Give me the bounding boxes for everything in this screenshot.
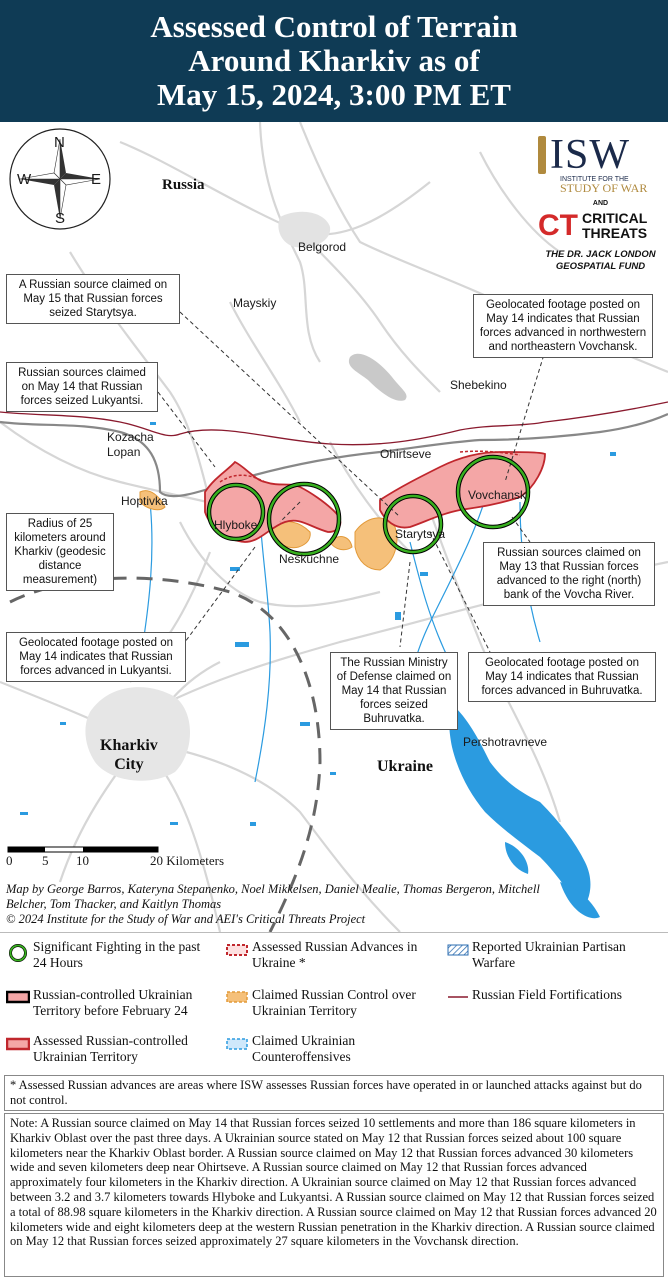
- map-title-banner: [0, 0, 668, 122]
- ct-word1: CRITICAL: [582, 210, 648, 226]
- legend-partisan: Reported Ukrainian Partisan Warfare: [472, 939, 626, 970]
- scale-10: 10: [76, 853, 89, 868]
- label-mayskiy: Mayskiy: [233, 296, 277, 310]
- credits-line3: © 2024 Institute for the Study of War and AEI's Critical Threats Project: [6, 912, 366, 926]
- compass-w: W: [17, 171, 32, 188]
- legend-claimed-russian: Claimed Russian Control over Ukrainian Territory: [252, 987, 416, 1018]
- label-vovchansk: Vovchansk: [468, 488, 527, 502]
- label-shebekino: Shebekino: [450, 378, 507, 392]
- legend-swatch-fighting: [8, 943, 28, 963]
- legend-assessed-advances: Assessed Russian Advances in Ukraine *: [252, 939, 418, 970]
- callout-vovcha-river: Russian sources claimed on May 13 that Russian forces advanced to the right (north) bank of the Vovcha River.: [483, 542, 655, 606]
- isw-wordmark: ISW: [550, 132, 630, 178]
- label-belgorod: Belgorod: [298, 240, 347, 254]
- legend-field-fortifications: Russian Field Fortifications: [472, 987, 622, 1002]
- legend-footnote: * Assessed Russian advances are areas where ISW assesses Russian forces have operated in or launched attacks against but do not control.: [4, 1075, 664, 1111]
- callout-vovchansk-geo: Geolocated footage posted on May 14 indicates that Russian forces advanced in northwestern and northeastern Vovchansk.: [473, 294, 653, 358]
- compass-n: N: [54, 134, 65, 151]
- legend-swatch-assessed-russian: [6, 1037, 30, 1051]
- legend-swatch-claimed-russian: [226, 990, 248, 1004]
- map-legend: [0, 932, 668, 1074]
- legend-swatch-partisan: [447, 943, 469, 957]
- legend-swatch-fortifications: [447, 993, 469, 1001]
- belgorod-reservoir: [349, 354, 407, 401]
- legend-swatch-assessed-advances: [226, 943, 248, 957]
- isw-sub2: STUDY OF WAR: [560, 181, 648, 195]
- legend-swatch-russian-before-feb24: [6, 990, 30, 1004]
- label-starytsya: Starytsya: [395, 527, 446, 541]
- label-russia: Russia: [162, 177, 205, 193]
- fund-line1: THE DR. JACK LONDON: [545, 249, 656, 260]
- label-pershotravneve: Pershotravneve: [463, 735, 548, 749]
- label-ukraine: Ukraine: [377, 758, 433, 775]
- isw-column-icon: [538, 136, 546, 174]
- legend-assessed-russian: Assessed Russian-controlled Ukrainian Territory: [33, 1033, 188, 1064]
- label-kozacha-lopan: Kozacha Lopan: [107, 430, 154, 459]
- legend-sig-fighting: Significant Fighting in the past 24 Hours: [33, 939, 201, 970]
- label-hlyboke: Hlyboke: [214, 518, 258, 532]
- scale-20-km: 20 Kilometers: [150, 853, 225, 868]
- compass-e: E: [91, 171, 102, 188]
- scale-5: 5: [42, 853, 49, 868]
- map-area: [0, 122, 668, 932]
- isw-sub1: INSTITUTE FOR THE: [560, 176, 629, 183]
- legend-russian-before-feb24: Russian-controlled Ukrainian Territory before February 24: [33, 987, 193, 1018]
- scale-bar: [8, 847, 158, 852]
- logo-and: AND: [592, 200, 609, 207]
- ct-word2: THREATS: [582, 225, 648, 241]
- label-neskuchne: Neskuchne: [279, 552, 340, 566]
- label-hoptivka: Hoptivka: [121, 494, 168, 508]
- credits-line2: Belcher, Tom Thacker, and Kaitlyn Thomas: [6, 897, 222, 911]
- map-credits: [6, 882, 646, 927]
- label-ohirtseve: Ohirtseve: [380, 447, 432, 461]
- scale-0: 0: [6, 853, 13, 868]
- legend-swatch-claimed-ukrainian: [226, 1037, 248, 1051]
- callout-lukyantsi-geo: Geolocated footage posted on May 14 indicates that Russian forces advanced in Lukyantsi.: [6, 632, 186, 682]
- ct-mark: CT: [538, 209, 578, 242]
- callout-radius: Radius of 25 kilometers around Kharkiv (geodesic distance measurement): [6, 513, 114, 591]
- label-kharkiv-city: Kharkiv City: [100, 737, 158, 773]
- fund-line2: GEOSPATIAL FUND: [555, 261, 646, 272]
- callout-buhruvatka-geo: Geolocated footage posted on May 14 indicates that Russian forces advanced in Buhruvatka.: [468, 652, 656, 702]
- credits-line1: Map by George Barros, Kateryna Stepanenko, Noel Mikkelsen, Daniel Mealie, Thomas Bergeron, Mitchell: [6, 882, 540, 896]
- title-line-3: May 15, 2024, 3:00 PM ET: [157, 77, 511, 112]
- callout-mod-buhruvatka: The Russian Ministry of Defense claimed on May 14 that Russian forces seized Buhruvatka.: [330, 652, 458, 730]
- callout-lukyantsi-claim: Russian sources claimed on May 14 that Russian forces seized Lukyantsi.: [6, 362, 158, 412]
- isw-logo: [538, 134, 663, 273]
- title-line-1: Assessed Control of Terrain: [150, 9, 518, 44]
- legend-claimed-ukrainian: Claimed Ukrainian Counteroffensives: [252, 1033, 356, 1064]
- callout-starytsya-claim: A Russian source claimed on May 15 that Russian forces seized Starytsya.: [6, 274, 180, 324]
- compass-s: S: [55, 210, 66, 227]
- title-line-2: Around Kharkiv as of: [188, 43, 480, 78]
- map-note: Note: A Russian source claimed on May 14 that Russian forces seized 10 settlements and more than 186 square kilometers in Kharkiv Oblast over the past three days. A Ukrainian source stated on May 12 that Russian forces seized about 100 square kilometers near the Kharkiv Oblast border. A Russian source claimed on May 12 that Russian forces advanced 30 kilometers wide and seven kilometers deep near Ohirtseve. A Russian source claimed on May 12 that Russian forces advanced approximately four kilometers in the Kharkiv direction. A Ukrainian source claimed on May 12 that Russian forces advanced between 3.2 and 3.7 kilometers towards Hlyboke and Lukyantsi. A Russian source claimed on May 12 that Russian forces seized a total of 88.98 square kilometers in the Kharkiv direction. A Russian source claimed on May 12 that Russian forces advanced 20 kilometers wide and eight kilometers deep at the western Russian penetration in the Kharkiv direction. A Russian source claimed on May 12 that Russian forces seized approximately 27 square kilometers in the Vovchansk direction.: [4, 1113, 664, 1277]
